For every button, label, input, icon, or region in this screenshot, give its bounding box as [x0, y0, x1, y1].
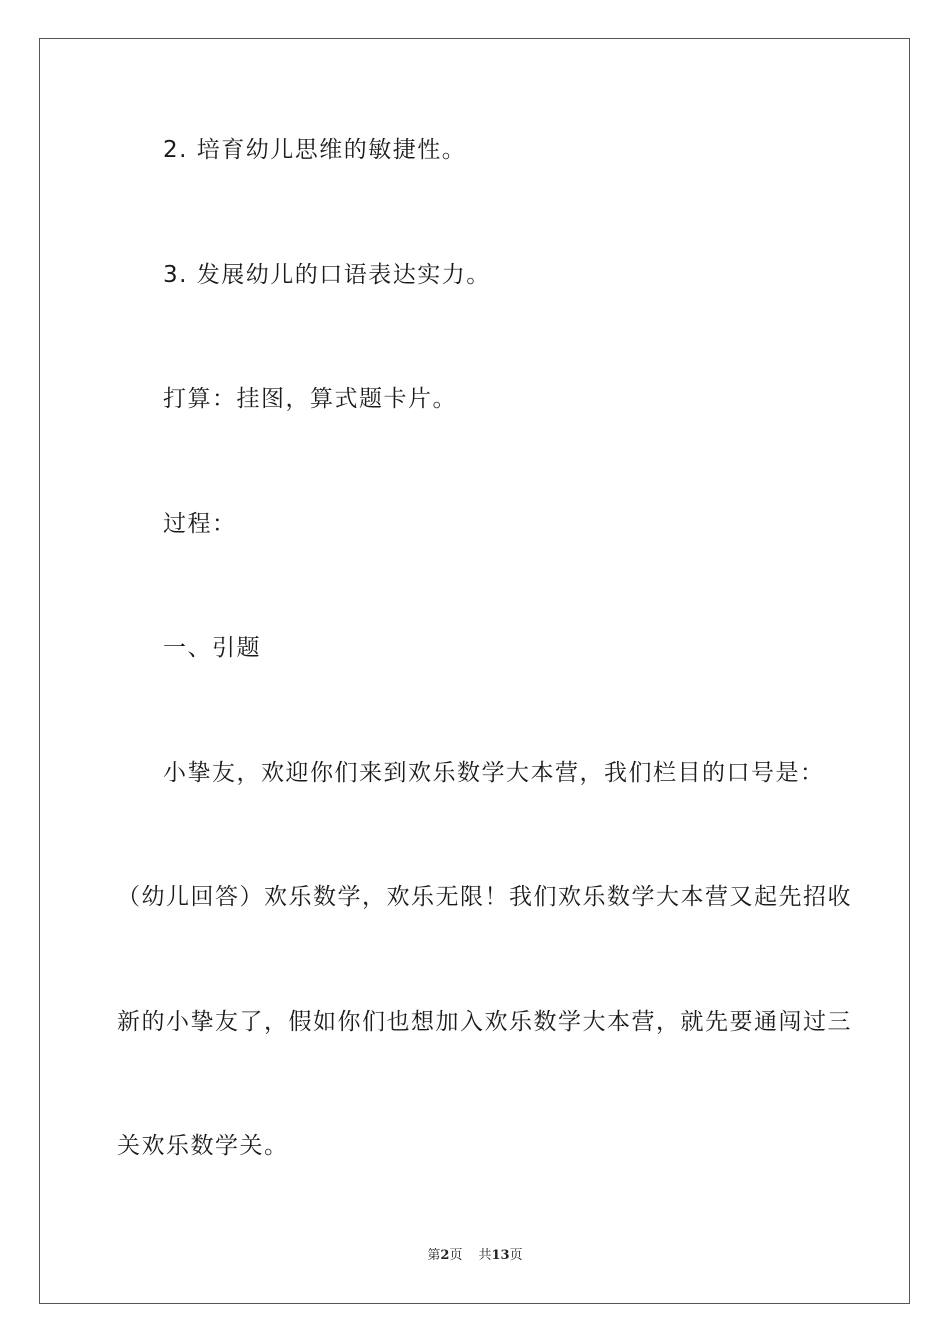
paragraph-line-3: 新的小挚友了，假如你们也想加入欢乐数学大本营，就先要通闯过三 [117, 1009, 852, 1035]
paragraph-line-2: （幼儿回答）欢乐数学，欢乐无限！我们欢乐数学大本营又起先招收 [117, 884, 852, 910]
footer-page-suffix: 页 [449, 1248, 463, 1263]
footer-total-pages: 13 [491, 1248, 510, 1263]
footer-total-prefix: 共 [478, 1248, 492, 1263]
process-heading: 过程： [163, 511, 237, 537]
paragraph-line-4: 关欢乐数学关。 [117, 1133, 289, 1159]
page-border [39, 38, 910, 1304]
objective-item-3: 3. 发展幼儿的口语表达实力。 [163, 262, 491, 288]
footer-total-suffix: 页 [509, 1248, 523, 1263]
footer-page-number: 2 [440, 1248, 450, 1263]
objective-item-2: 2. 培育幼儿思维的敏捷性。 [163, 137, 467, 163]
page-footer [0, 1247, 950, 1265]
section-heading-intro: 一、引题 [163, 635, 261, 661]
footer-page-prefix: 第 [427, 1248, 441, 1263]
paragraph-line-1: 小挚友，欢迎你们来到欢乐数学大本营，我们栏目的口号是： [163, 760, 825, 786]
preparation-line: 打算：挂图，算式题卡片。 [163, 386, 457, 412]
